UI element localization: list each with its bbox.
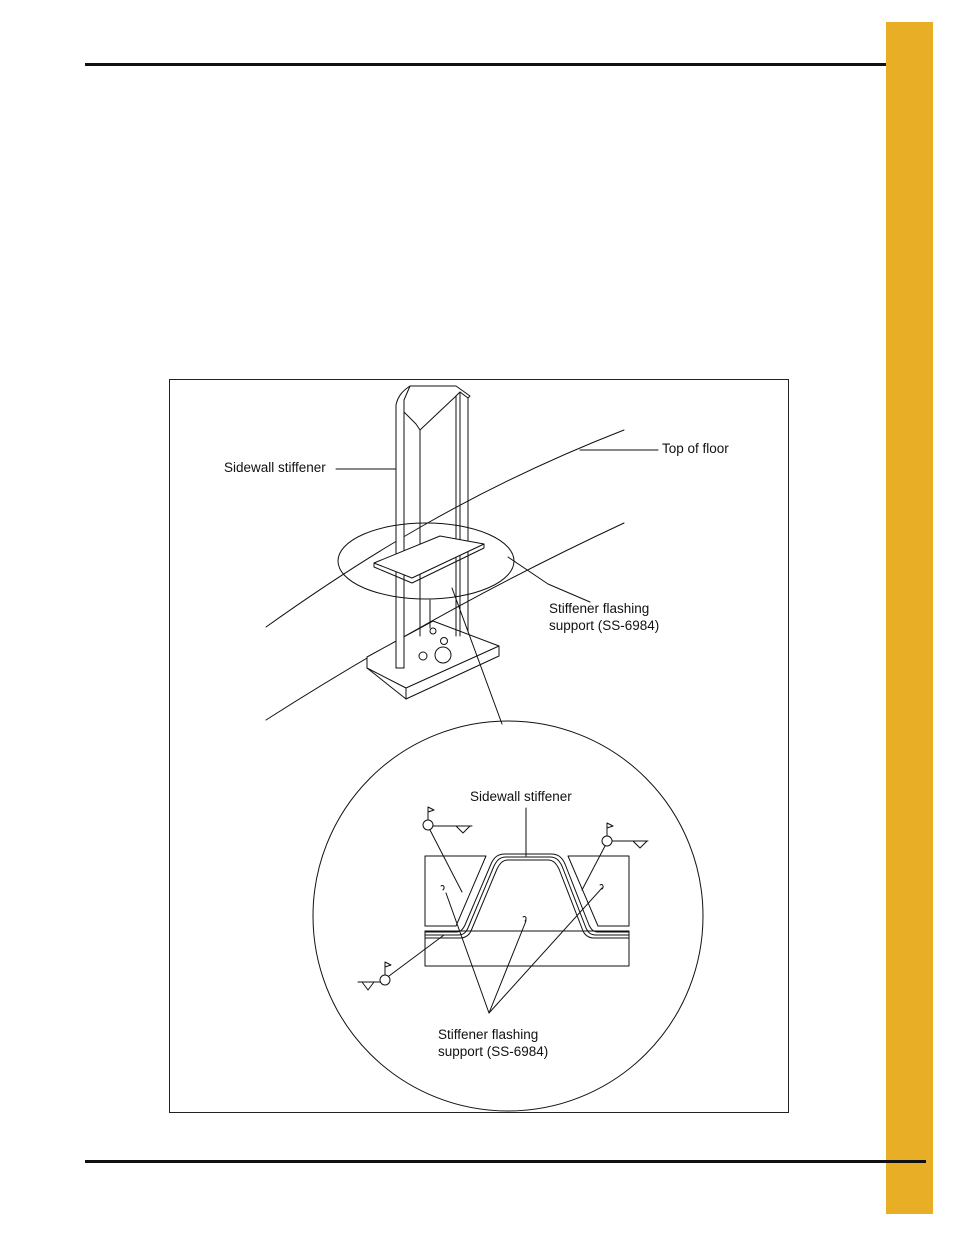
footer-rule	[85, 1160, 926, 1163]
label-detail-sidewall-stiffener: Sidewall stiffener	[470, 789, 572, 804]
label-sidewall-stiffener: Sidewall stiffener	[224, 460, 326, 475]
label-detail-flashing-line2: support (SS-6984)	[438, 1044, 549, 1059]
label-flashing-support-line1: Stiffener flashing	[549, 601, 650, 616]
label-top-of-floor: Top of floor	[662, 441, 729, 456]
weld-symbol-left-bottom	[358, 935, 444, 990]
label-detail-flashing-line1: Stiffener flashing	[438, 1027, 539, 1042]
base-plate	[367, 621, 499, 699]
weld-symbol-left-top	[423, 807, 472, 892]
label-flashing-support-line2: support (SS-6984)	[549, 618, 660, 633]
leader-flashing-support	[508, 557, 590, 602]
detail-plates	[425, 856, 629, 966]
detail-stiffener	[425, 854, 629, 938]
